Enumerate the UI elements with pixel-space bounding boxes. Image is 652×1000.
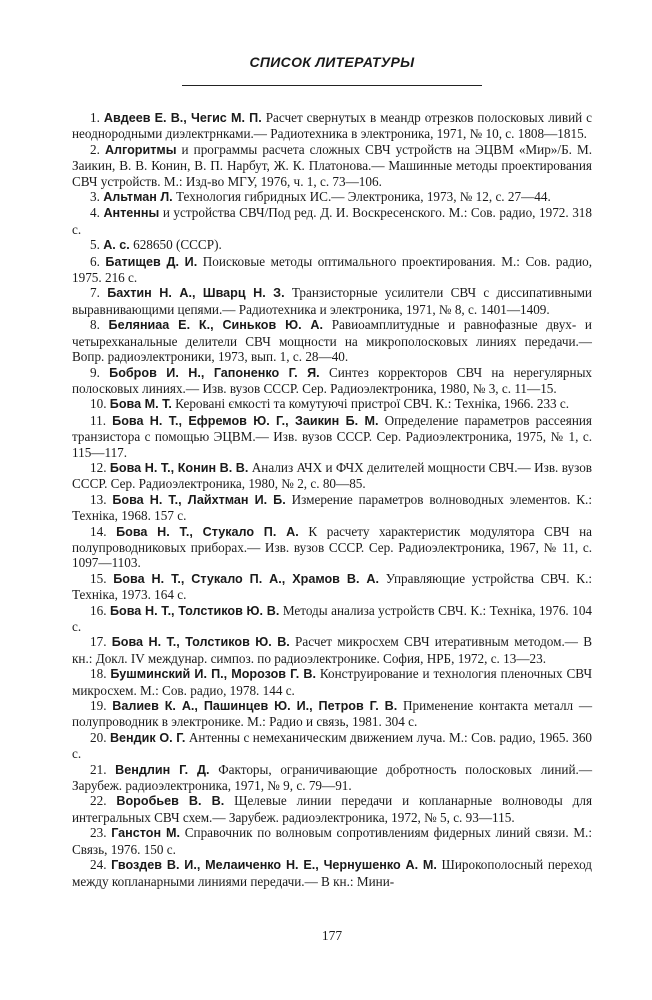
entry-number: 21. bbox=[90, 761, 107, 777]
entry-text: К расчету характеристик модулятора СВЧ на полупроводниковых приборах.— Изв. вузов СССР. Сер. Радиоэлектроника, 1967, № 11, с. 1097—1103. bbox=[72, 523, 593, 571]
entry-number: 8. bbox=[90, 317, 100, 333]
bibliography-entry bbox=[72, 460, 592, 492]
title-rule bbox=[182, 85, 482, 86]
entry-number: 14. bbox=[90, 523, 107, 539]
entry-text: и устройства СВЧ/Под ред. Д. И. Воскресенского. М.: Сов. радио, 1972. 318 с. bbox=[72, 205, 592, 237]
entry-authors: Бова М. Т. bbox=[109, 397, 172, 412]
bibliography-entry bbox=[72, 571, 592, 603]
entry-number: 7. bbox=[90, 285, 100, 301]
bibliography-entry bbox=[72, 524, 592, 571]
entry-number: 16. bbox=[90, 602, 107, 618]
entry-text: Керовані ємкості та комутуючі пристрої СВЧ. К.: Техніка, 1966. 233 с. bbox=[175, 396, 570, 412]
entry-authors: Беляниаа Е. К., Синьков Ю. А. bbox=[108, 318, 324, 333]
entry-text: Определение параметров рассеяния транзистора с помощью ЭЦВМ.— Изв. вузов СССР. Сер. Радиоэлектроника, 1975, № 1, с. 115—117. bbox=[72, 412, 592, 460]
entry-authors: Бова Н. Т., Стукало П. А. bbox=[116, 524, 299, 539]
entry-number: 11. bbox=[90, 412, 106, 428]
bibliography-entry bbox=[72, 142, 592, 189]
entry-text: Факторы, ограничивающие добротность полосковых линий.— Зарубеж. радиоэлектроника, 1971, № 9, с. 79—91. bbox=[72, 761, 593, 794]
entry-number: 1. bbox=[90, 110, 100, 125]
bibliography-entry bbox=[72, 634, 592, 666]
entry-number: 4. bbox=[90, 205, 100, 221]
entry-authors: Бова Н. Т., Толстиков Ю. В. bbox=[111, 635, 290, 650]
book-page bbox=[72, 50, 592, 980]
entry-text: Поисковые методы оптимального проектирования. М.: Сов. радио, 1975. 216 с. bbox=[72, 253, 593, 286]
entry-authors: Бушминский И. П., Морозов Г. В. bbox=[110, 667, 316, 682]
entry-text: Анализ АЧХ и ФЧХ делителей мощности СВЧ.— Изв. вузов СССР. Сер. Радиоэлектроника, 1980, № 2, с. 80—85. bbox=[72, 459, 593, 492]
entry-authors: Вендлин Г. Д. bbox=[115, 762, 210, 777]
entry-authors: Антенны bbox=[103, 206, 160, 221]
entry-number: 20. bbox=[90, 729, 107, 745]
entry-text: Методы анализа устройств СВЧ. К.: Техніка, 1976. 104 с. bbox=[72, 602, 593, 634]
entry-authors: Валиев К. А., Пашинцев Ю. И., Петров Г. В. bbox=[112, 699, 398, 714]
entry-number: 22. bbox=[90, 793, 107, 809]
bibliography-entry bbox=[72, 205, 592, 237]
entry-number: 13. bbox=[90, 491, 107, 507]
entry-text: Антенны с немеханическим движением луча. М.: Сов. радио, 1965. 360 с. bbox=[72, 729, 593, 762]
page-title: СПИСОК ЛИТЕРАТУРЫ bbox=[249, 54, 415, 70]
entry-text: Конструирование и технология пленочных СВЧ микросхем. М.: Сов. радио, 1978. 144 с. bbox=[72, 666, 593, 698]
bibliography-entry bbox=[72, 492, 592, 524]
entry-authors: Бобров И. Н., Гапоненко Г. Я. bbox=[109, 365, 320, 380]
entry-text: Справочник по волновым сопротивлениям фидерных линий связи. М.: Связь, 1976. 150 с. bbox=[72, 825, 593, 857]
entry-number: 6. bbox=[90, 253, 100, 269]
entry-text: Широкополосный переход между копланарными линиями передачи.— В кн.: Мини- bbox=[72, 857, 593, 889]
bibliography-entry bbox=[72, 110, 592, 142]
entry-authors: Вендик О. Г. bbox=[109, 730, 186, 745]
entry-authors: Бова Н. Т., Стукало П. А., Храмов В. А. bbox=[113, 571, 380, 586]
entry-authors: Авдеев Е. В., Чегис М. П. bbox=[103, 111, 262, 125]
entry-authors: Бова Н. Т., Толстиков Ю. В. bbox=[109, 603, 280, 618]
bibliography-entry bbox=[72, 365, 592, 397]
bibliography-entry bbox=[72, 285, 592, 317]
entry-number: 9. bbox=[90, 364, 100, 380]
bibliography-entry bbox=[72, 698, 592, 730]
entry-number: 17. bbox=[90, 634, 107, 650]
entry-authors: Бова Н. Т., Конин В. В. bbox=[109, 460, 249, 475]
bibliography-entry bbox=[72, 254, 592, 286]
entry-text: 628650 (СССР). bbox=[133, 237, 222, 253]
entry-number: 5. bbox=[90, 237, 100, 253]
page-number: 177 bbox=[321, 928, 343, 943]
bibliography-entry bbox=[72, 793, 592, 825]
entry-text: Равиоамплитудные и равнофазные двух- и четырехканальные делители СВЧ мощности на микрополосковых линиях передачи.— Вопр. радиоэлектроники, 1973, вып. 1, с. 28—40. bbox=[72, 317, 592, 365]
entry-authors: Бахтин Н. А., Шварц Н. З. bbox=[107, 286, 285, 301]
bibliography-entry bbox=[72, 825, 592, 857]
entry-number: 3. bbox=[90, 189, 100, 205]
entry-text: Измерение параметров волноводных элементов. К.: Техніка, 1968. 157 с. bbox=[72, 491, 592, 524]
bibliography-entry bbox=[72, 857, 592, 889]
bibliography-entry bbox=[72, 396, 592, 412]
entry-text: Расчет свернутых в меандр отрезков полосковых ливий с неоднородными диэлектрнками.— Радиотехника в электроника, 1971, № 10, с. 1808—1815. bbox=[72, 110, 593, 142]
entry-text: Щелевые линии передачи и копланарные волноводы для интегральных СВЧ схем.— Зарубеж. радиоэлектроника, 1972, № 5, с. 93—115. bbox=[72, 793, 593, 825]
entry-authors: Алгоритмы bbox=[104, 142, 177, 157]
entry-number: 23. bbox=[90, 825, 107, 841]
bibliography-entry bbox=[72, 730, 592, 762]
entry-authors: Ганстон М. bbox=[111, 826, 180, 841]
bibliography-entry bbox=[72, 189, 592, 205]
entry-text: и программы расчета сложных СВЧ устройств на ЭЦВМ «Мир»/Б. М. Заикин, В. В. Конин, В. П. Нарбут, Ж. К. Платонова.— Машинные методы проектирования СВЧ устройств. М.: Изд-во МГУ, 1976, ч. 1, с. 73—106. bbox=[72, 141, 593, 189]
entry-text: Транзисторные усилители СВЧ с диссипативными выравнивающими цепями.— Радиотехника и электроника, 1971, № 8, с. 1401—1409. bbox=[72, 285, 592, 317]
entry-authors: Альтман Л. bbox=[103, 190, 173, 205]
bibliography-entry bbox=[72, 666, 592, 698]
bibliography-entry bbox=[72, 603, 592, 635]
entry-authors: Батищев Д. И. bbox=[105, 254, 198, 269]
entry-text: Управляющие устройства СВЧ. К.: Техніка, 1973. 164 с. bbox=[72, 570, 593, 603]
entry-text: Применение контакта металл — полупроводник в электронике. М.: Радио и связь, 1981. 304 с. bbox=[72, 698, 593, 730]
bibliography-list bbox=[72, 110, 592, 889]
entry-authors: Бова Н. Т., Ефремов Ю. Г., Заикин Б. М. bbox=[112, 413, 379, 428]
entry-text: Технология гибридных ИС.— Электроника, 1973, № 12, с. 27—44. bbox=[175, 189, 551, 205]
entry-text: Синтез корректоров СВЧ на нерегулярных полосковых линиях.— Изв. вузов СССР. Сер. Радиоэлектроника, 1980, № 3, с. 11—15. bbox=[72, 364, 593, 396]
entry-authors: Бова Н. Т., Лайхтман И. Б. bbox=[112, 492, 286, 507]
entry-number: 19. bbox=[90, 698, 107, 714]
entry-number: 2. bbox=[90, 141, 100, 157]
entry-number: 10. bbox=[90, 396, 107, 412]
bibliography-entry bbox=[72, 317, 592, 364]
entry-text: Расчет микросхем СВЧ итеративным методом.— В кн.: Докл. IV междунар. симпоз. по радиоэлектронике. София, НРБ, 1972, с. 13—23. bbox=[72, 634, 592, 666]
entry-number: 24. bbox=[90, 857, 107, 873]
entry-number: 15. bbox=[90, 570, 107, 586]
bibliography-entry bbox=[72, 762, 592, 794]
entry-authors: Воробьев В. В. bbox=[116, 794, 225, 809]
entry-number: 18. bbox=[90, 666, 107, 682]
bibliography-entry bbox=[72, 237, 592, 253]
bibliography-entry bbox=[72, 413, 592, 460]
entry-authors: Гвоздев В. И., Мелаиченко Н. Е., Чернушенко А. М. bbox=[111, 858, 437, 873]
entry-number: 12. bbox=[90, 459, 107, 475]
entry-authors: А. с. bbox=[103, 238, 130, 253]
